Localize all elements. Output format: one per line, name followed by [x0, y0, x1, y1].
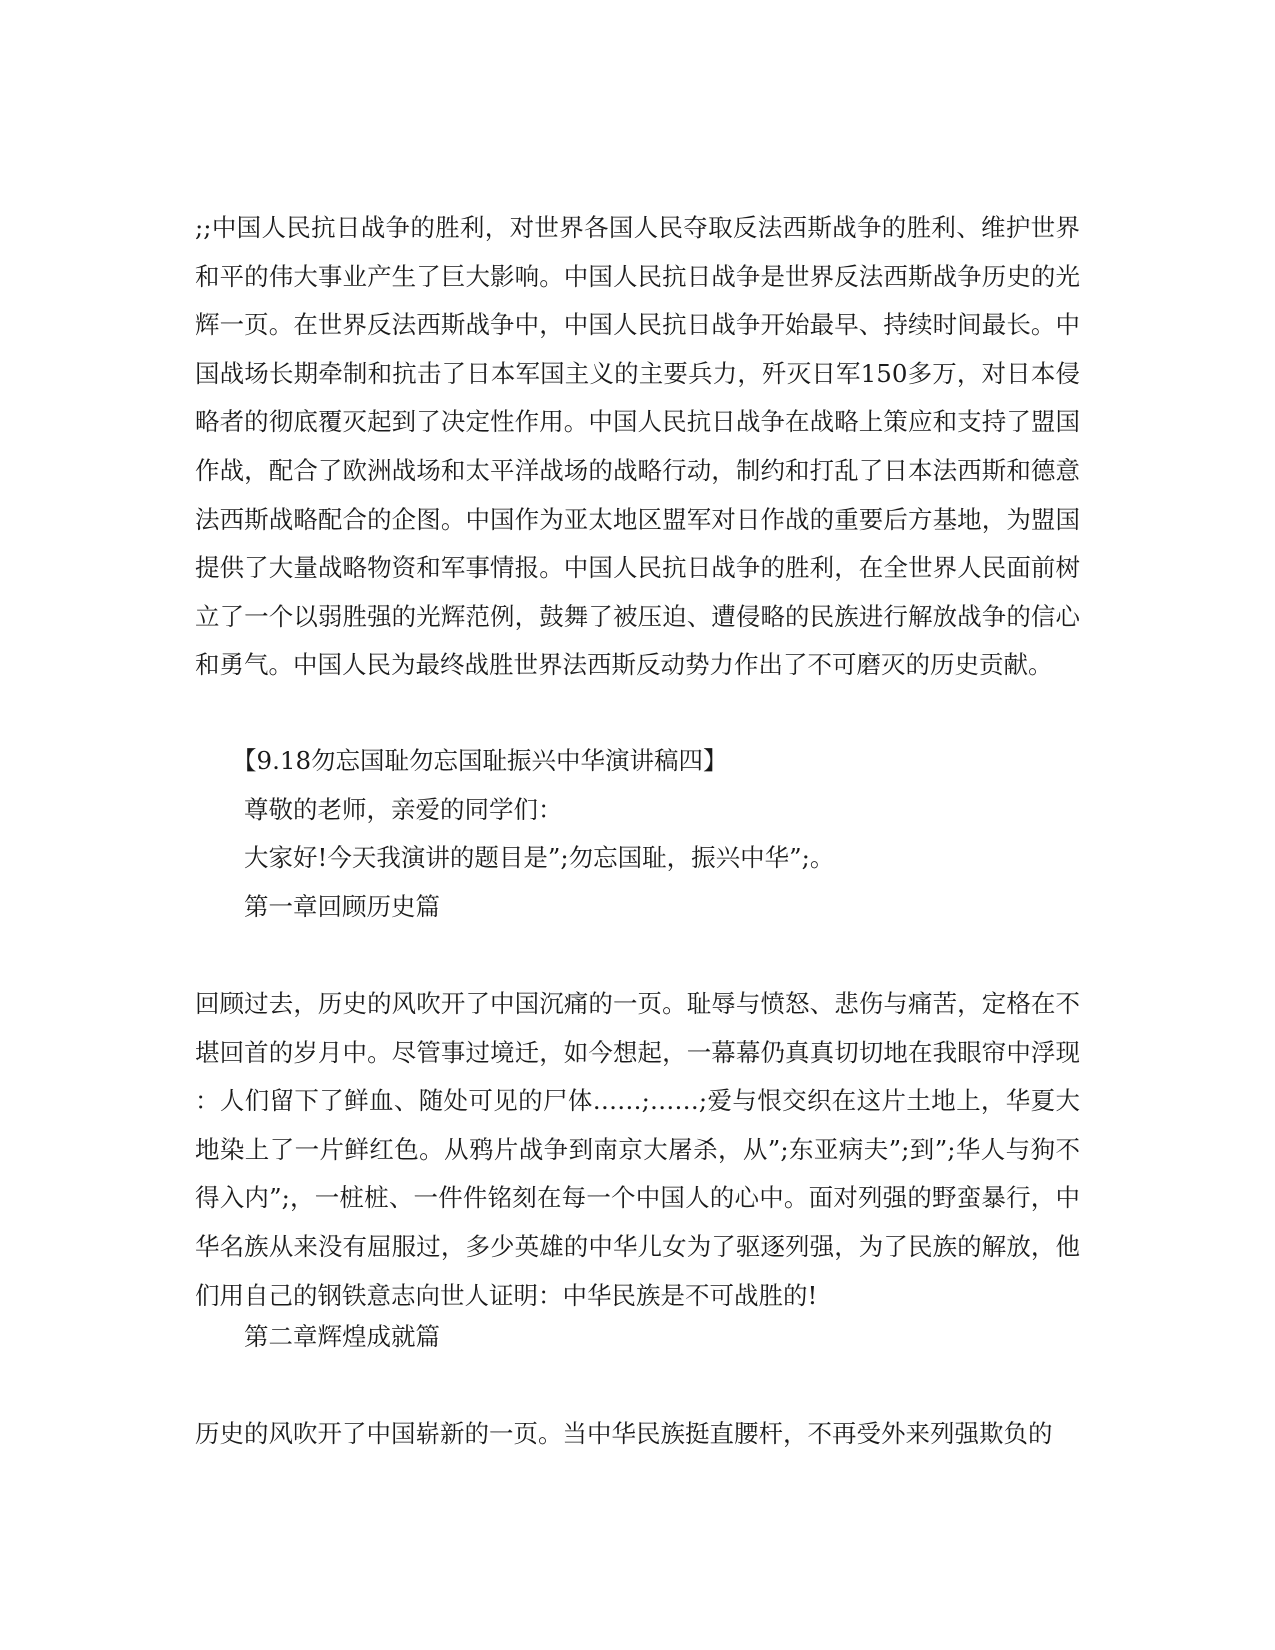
speech-heading: 【9.18勿忘国耻勿忘国耻振兴中华演讲稿四】 [232, 746, 728, 775]
greeting-line: 大家好!今天我演讲的题目是”;勿忘国耻，振兴中华”;。 [244, 843, 835, 872]
paragraph-anti-japanese-war-victory: ;;中国人民抗日战争的胜利，对世界各国人民夺取反法西斯战争的胜利、维护世界和平的伟大事业产生了巨大影响。中国人民抗日战争是世界反法西斯战争历史的光辉一页。在世界反法西斯战争中，中国人民抗日战争开始最早、持续时间最长。中国战场长期牵制和抗击了日本军国主义的主要兵力，歼灭日军150多万，对日本侵略者的彻底覆灭起到了决定性作用。中国人民抗日战争在战略上策应和支持了盟国作战，配合了欧洲战场和太平洋战场的战略行动，制约和打乱了日本法西斯和德意法西斯战略配合的企图。中国作为亚太地区盟军对日作战的重要后方基地，为盟国提供了大量战略物资和军事情报。中国人民抗日战争的胜利，在全世界人民面前树立了一个以弱胜强的光辉范例，鼓舞了被压迫、遭侵略的民族进行解放战争的信心和勇气。中国人民为最终战胜世界法西斯反动势力作出了不可磨灭的历史贡献。 [195, 213, 1080, 680]
salutation-line: 尊敬的老师，亲爱的同学们： [244, 795, 563, 824]
paragraph-review-history: 回顾过去，历史的风吹开了中国沉痛的一页。耻辱与愤怒、悲伤与痛苦，定格在不堪回首的岁月中。尽管事过境迁，如今想起，一幕幕仍真真切切地在我眼帘中浮现：人们留下了鲜血、随处可见的尸体……;……;爱与恨交织在这片土地上，华夏大地染上了一片鲜红色。从鸦片战争到南京大屠杀，从”;东亚病夫”;到”;华人与狗不得入内”;，一桩桩、一件件铭刻在每一个中国人的心中。面对列强的野蛮暴行，中华名族从来没有屈服过，多少英雄的中华儿女为了驱逐列强，为了民族的解放，他们用自己的钢铁意志向世人证明：中华民族是不可战胜的! [195, 989, 1080, 1310]
paragraph-new-page: 历史的风吹开了中国崭新的一页。当中华民族挺直腰杆，不再受外来列强欺负的 [195, 1419, 1053, 1448]
chapter-one-title: 第一章回顾历史篇 [244, 892, 440, 921]
chapter-two-title: 第二章辉煌成就篇 [244, 1322, 440, 1351]
